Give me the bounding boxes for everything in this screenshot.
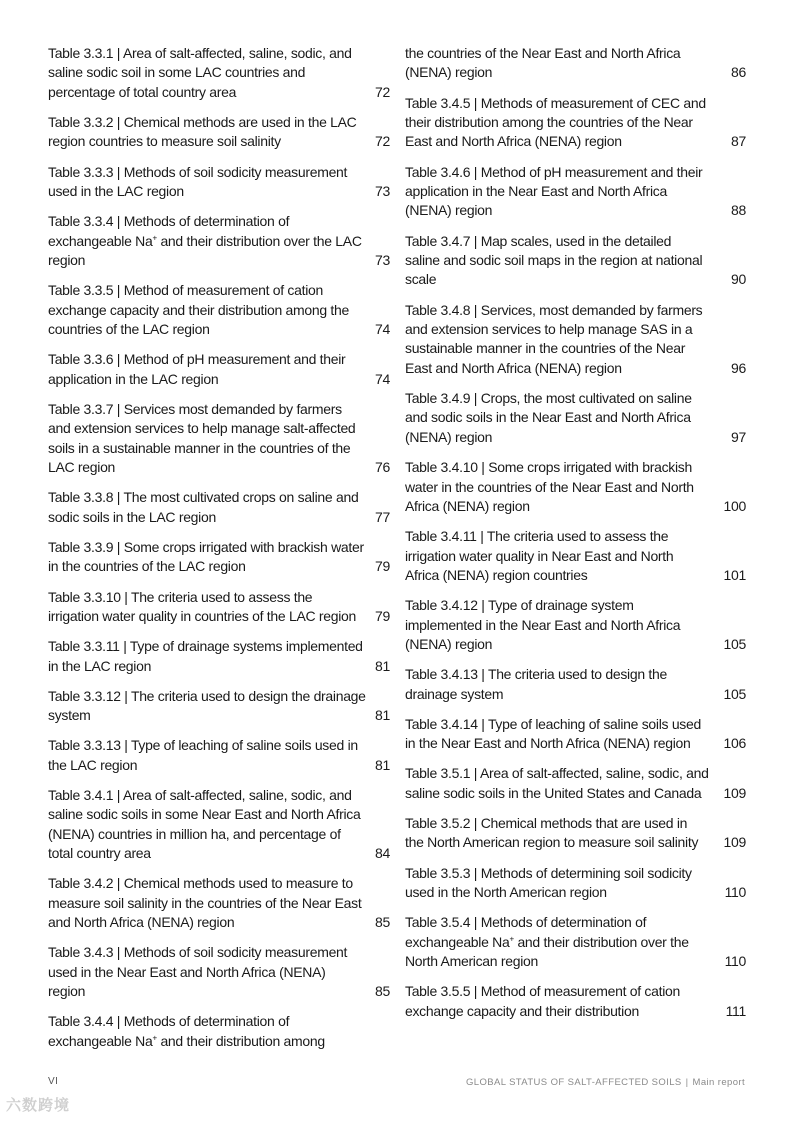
- toc-entry-page: 77: [375, 508, 390, 525]
- toc-entry-title: Table 3.3.13 | Type of leaching of saline soils used in the LAC region: [48, 737, 358, 773]
- toc-entry[interactable]: [405, 44, 746, 83]
- toc-entry[interactable]: [48, 874, 390, 932]
- toc-entry[interactable]: [48, 637, 390, 676]
- toc-entry-page: 109: [723, 784, 746, 801]
- toc-entry-title: Table 3.3.9 | Some crops irrigated with brackish water in the countries of the LAC region: [48, 538, 364, 575]
- toc-entry-page: 109: [723, 834, 746, 851]
- superscript-plus: +: [509, 933, 514, 943]
- toc-entry[interactable]: [405, 596, 746, 654]
- toc-entry-title: Table 3.3.12 | The criteria used to design the drainage system: [48, 687, 366, 724]
- toc-entry-page: 81: [375, 657, 390, 674]
- toc-entry-title: Table 3.4.1 | Area of salt-affected, saline, sodic, and saline sodic soils in some Near East and North Africa (NENA) countries in million ha, and percentage of total country area: [48, 786, 361, 862]
- toc-entry-page: 101: [723, 566, 746, 583]
- toc-entry[interactable]: [405, 764, 746, 803]
- toc-entry-title-part: Table 3.3.4 | Methods of determination of exchangeable Na: [48, 213, 290, 249]
- section-label: Main report: [692, 1077, 745, 1088]
- toc-entry-title: Table 3.3.7 | Services most demanded by farmers and extension services to help manage salt-affected soils in a sustainable manner in the countries of the LAC region: [48, 400, 356, 476]
- toc-entry[interactable]: [48, 400, 390, 478]
- toc-entry-page: 88: [731, 202, 746, 219]
- toc-entry[interactable]: [48, 943, 390, 1001]
- toc-entry-title: Table 3.5.5 | Method of measurement of cation exchange capacity and their distribution: [405, 983, 680, 1019]
- toc-entry-page: 72: [375, 133, 390, 150]
- toc-entry-page: 85: [375, 914, 390, 931]
- toc-entry[interactable]: [48, 736, 390, 775]
- toc-entry[interactable]: [48, 163, 390, 202]
- toc-entry-page: 81: [375, 756, 390, 773]
- toc-entry-page: 73: [375, 183, 390, 200]
- toc-entry-title: Table 3.4.13 | The criteria used to design the drainage system: [405, 666, 667, 702]
- toc-entry-title-part: and their distribution over the LAC region: [48, 232, 362, 269]
- toc-entry[interactable]: [405, 864, 746, 903]
- toc-entry[interactable]: [405, 982, 746, 1021]
- toc-entry[interactable]: [48, 1012, 390, 1051]
- toc-entry-page: 74: [375, 321, 390, 338]
- toc-entry-title-part: and their distribution among: [156, 1032, 325, 1049]
- toc-entry-page: 110: [724, 883, 746, 900]
- toc-entry[interactable]: [405, 715, 746, 754]
- toc-entry[interactable]: [405, 527, 746, 585]
- toc-entry-page: 87: [731, 133, 746, 150]
- toc-entry-page: 111: [725, 1002, 746, 1019]
- watermark-logo: 六数跨境: [6, 1097, 71, 1114]
- toc-entry-title: Table 3.3.6 | Method of pH measurement and their application in the LAC region: [48, 351, 346, 387]
- toc-entry-title: Table 3.5.3 | Methods of determining soil sodicity used in the North American region: [405, 864, 692, 900]
- toc-entry-title: Table 3.3.2 | Chemical methods are used in the LAC region countries to measure soil salinity: [48, 114, 357, 150]
- toc-entry-title: Table 3.3.5 | Method of measurement of cation exchange capacity and their distribution among the countries of the LAC region: [48, 282, 349, 338]
- toc-entry-page: 72: [375, 83, 390, 100]
- toc-entry-page: 84: [375, 845, 390, 862]
- toc-entry-page: 96: [731, 359, 746, 376]
- toc-entry-title: Table 3.4.6 | Method of pH measurement and their application in the Near East and North Africa (NENA) region: [405, 163, 703, 219]
- superscript-plus: +: [152, 1033, 157, 1043]
- toc-entry[interactable]: [48, 44, 390, 102]
- toc-entry-page: 73: [375, 252, 390, 269]
- toc-entry[interactable]: [405, 94, 746, 152]
- toc-entry[interactable]: [48, 488, 390, 527]
- toc-entry-title: Table 3.4.14 | Type of leaching of saline soils used in the Near East and North Africa (NENA) region: [405, 715, 701, 752]
- toc-entry-title: Table 3.4.3 | Methods of soil sodicity measurement used in the Near East and North Africa (NENA) region: [48, 944, 348, 1000]
- toc-left-column: [48, 44, 390, 1062]
- toc-entry-page: 79: [375, 558, 390, 575]
- toc-entry-page: 105: [723, 635, 746, 652]
- toc-entry[interactable]: [405, 665, 746, 704]
- toc-entry-page: 97: [731, 428, 746, 445]
- toc-entry-page: 90: [731, 271, 746, 288]
- toc-entry[interactable]: [405, 458, 746, 516]
- toc-entry-title: Table 3.3.3 | Methods of soil sodicity measurement used in the LAC region: [48, 163, 348, 200]
- page-number: VI: [48, 1076, 59, 1087]
- toc-entry-title: [405, 913, 717, 971]
- toc-entry-page: 110: [724, 953, 746, 969]
- publication-title: GLOBAL STATUS OF SALT-AFFECTED SOILS: [465, 1077, 682, 1088]
- toc-entry-page: 79: [375, 607, 390, 624]
- toc-entry-page: 105: [723, 685, 746, 702]
- toc-entry-title: Table 3.4.8 | Services, most demanded by farmers and extension services to help manage SAS in a sustainable manner in the countries of the Near East and North Africa (NENA) region: [405, 301, 703, 376]
- footer-separator: |: [685, 1077, 689, 1088]
- toc-entry-title: the countries of the Near East and North Africa (NENA) region: [405, 45, 681, 81]
- toc-entry-title: Table 3.3.8 | The most cultivated crops on saline and sodic soils in the LAC region: [48, 489, 359, 525]
- toc-entry[interactable]: [48, 687, 390, 726]
- toc-entry-title: Table 3.5.1 | Area of salt-affected, saline, sodic, and saline sodic soils in the United States and Canada: [405, 765, 709, 801]
- toc-right-column: [405, 44, 746, 1032]
- toc-entry-page: 100: [723, 497, 746, 514]
- toc-entry[interactable]: [48, 281, 390, 339]
- toc-entry-page: 85: [375, 983, 390, 1000]
- toc-entry-title-part: Table 3.5.4 | Methods of determination of exchangeable Na: [405, 914, 647, 950]
- toc-entry-title: Table 3.4.2 | Chemical methods used to measure to measure soil salinity in the countries of the Near East and North Africa (NENA) region: [48, 875, 362, 931]
- toc-entry-page: 74: [375, 370, 390, 387]
- toc-entry-title: [48, 212, 374, 270]
- toc-entry-page: 81: [375, 707, 390, 724]
- toc-entry[interactable]: [48, 588, 390, 627]
- toc-entry[interactable]: [48, 786, 390, 864]
- toc-entry-title: Table 3.4.7 | Map scales, used in the detailed saline and sodic soil maps in the region at national scale: [405, 232, 703, 288]
- toc-entry[interactable]: [405, 301, 746, 379]
- toc-entry[interactable]: [48, 212, 390, 270]
- toc-entry-title: Table 3.4.5 | Methods of measurement of CEC and their distribution among the countries of the Near East and North Africa (NENA) region: [405, 94, 706, 150]
- toc-entry[interactable]: [405, 814, 746, 853]
- toc-entry-title: Table 3.4.10 | Some crops irrigated with brackish water in the countries of the Near East and North Africa (NENA) region: [405, 459, 694, 514]
- toc-entry[interactable]: [405, 232, 746, 290]
- toc-entry-title: Table 3.5.2 | Chemical methods that are used in the North American region to measure soil salinity: [405, 814, 699, 851]
- toc-entry[interactable]: [405, 913, 746, 971]
- toc-entry[interactable]: [48, 350, 390, 389]
- toc-entry-title: Table 3.4.11 | The criteria used to assess the irrigation water quality in Near East and North Africa (NENA) region countries: [405, 528, 674, 583]
- toc-entry[interactable]: [48, 113, 390, 152]
- toc-entry-title: Table 3.4.12 | Type of drainage system implemented in the Near East and North Africa (NENA) region: [405, 597, 681, 652]
- toc-entry-title-part: Table 3.4.4 | Methods of determination of exchangeable Na: [48, 1013, 290, 1049]
- toc-entry[interactable]: [405, 163, 746, 221]
- toc-entry[interactable]: [405, 389, 746, 447]
- toc-entry-page: 86: [731, 64, 746, 81]
- toc-entry-title: [48, 1012, 374, 1051]
- toc-entry-title-part: and their distribution over the North American region: [405, 933, 689, 969]
- running-footer: [466, 1077, 745, 1088]
- toc-entry-page: 106: [723, 735, 746, 752]
- toc-entry-title: Table 3.3.11 | Type of drainage systems implemented in the LAC region: [48, 638, 363, 674]
- toc-entry[interactable]: [48, 538, 390, 577]
- toc-entry-page: 76: [375, 459, 390, 476]
- superscript-plus: +: [152, 232, 157, 242]
- toc-entry-title: Table 3.3.10 | The criteria used to assess the irrigation water quality in countries of the LAC region: [48, 588, 357, 624]
- toc-entry-title: Table 3.3.1 | Area of salt-affected, saline, sodic, and saline sodic soil in some LAC countries and percentage of total country area: [48, 45, 352, 100]
- toc-entry-title: Table 3.4.9 | Crops, the most cultivated on saline and sodic soils in the Near East and North Africa (NENA) region: [405, 390, 692, 445]
